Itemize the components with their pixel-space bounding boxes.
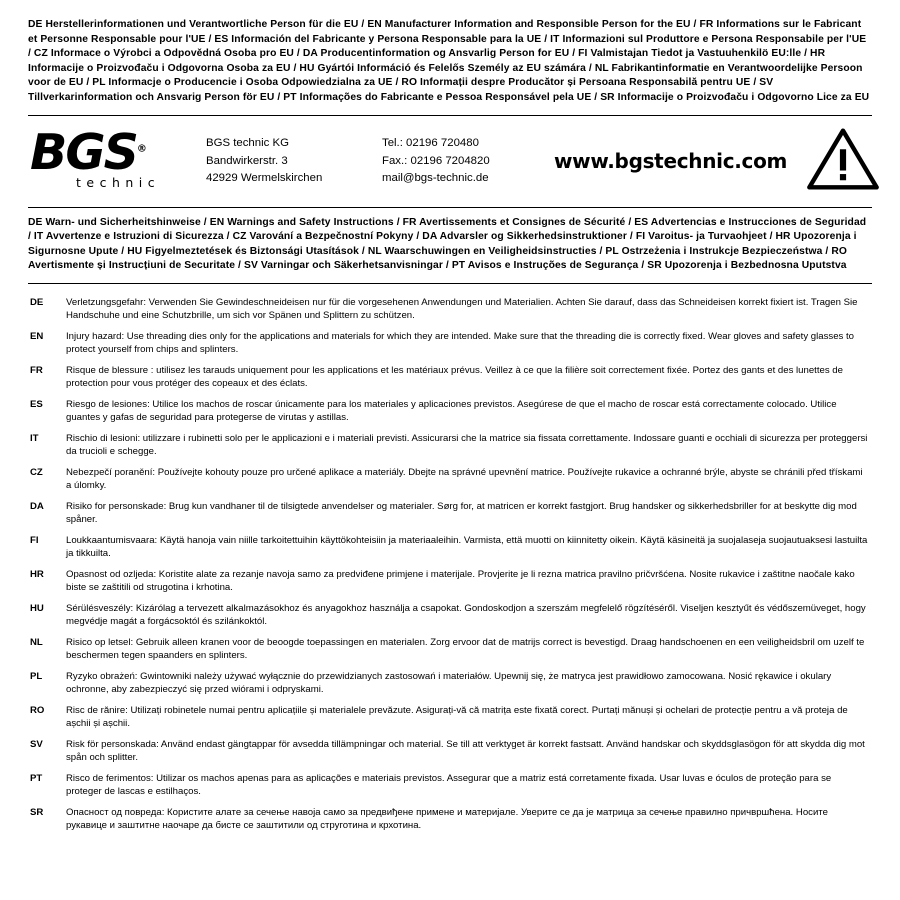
list-item bbox=[28, 296, 872, 322]
warning-cell bbox=[787, 128, 883, 195]
manufacturer-information-header: DE Herstellerinformationen und Verantwortliche Person für die EU / EN Manufacturer Information and Responsible Person for the EU / FR Informations sur le Fabricant et Personne Responsable pour l'UE / ES Información del Fabricante y Persona Responsable para la UE / IT Informazioni sul Produttore e Persona Responsabile per l'UE / CZ Informace o Výrobci a Odpovědná Osoba pro EU / DA Producentinformation og Ansvarlig Person for EU / FI Valmistajan Tiedot ja Vastuuhenkilö EU:lle / HR Informacije o Proizvođaču i Odgovorna Osoba za EU / HU Gyártói Információ és Felelős Személy az EU számára / NL Fabrikantinformatie en Verantwoordelijke Persoon voor de EU / PL Informacje o Producencie i Osoba Odpowiedzialna za UE / RO Informații despre Producător și Persoana Responsabilă pentru UE / SV Tillverkarinformation och Ansvarig Person för EU / PT Informações do Fabricante e Pessoa Responsável pela UE / SR Informacije o Proizvođaču i Odgovorno Lice za EU bbox=[28, 19, 870, 104]
language-code: CZ bbox=[30, 466, 43, 478]
list-item bbox=[28, 602, 872, 628]
language-instruction-text: Risc de rănire: Utilizați robinetele numai pentru aplicațiile și materialele prevăzute. Asigurați-vă că matrița este fixată corect. Purtați mănuși și ochelari de protecție pentru a vă proteja de așchii și așchii. bbox=[66, 704, 848, 729]
list-item bbox=[28, 432, 872, 458]
language-code: IT bbox=[30, 432, 39, 444]
language-instruction-text: Nebezpečí poranění: Používejte kohouty pouze pro určené aplikace a materiály. Dbejte na správné upevnění matrice. Používejte rukavice a ochranné brýle, abyste se chránili před třískami a úlomky. bbox=[66, 466, 863, 492]
language-code: EN bbox=[30, 331, 44, 343]
language-code: FI bbox=[30, 534, 39, 546]
language-instruction-text: Riesgo de lesiones: Utilice los machos de roscar únicamente para los materiales y aplicaciones previstos. Asegúrese de que el macho de roscar está correctamente colocado. Utilice guantes y gafas de seguridad para protegerse de virutas y astillas. bbox=[66, 399, 837, 424]
language-instruction-text: Injury hazard: Use threading dies only for the applications and materials for which they are intended. Make sure that the threading die is correctly fixed. Wear gloves and safety glasses to protect yourself from chips and splinters. bbox=[66, 331, 854, 356]
language-code: PT bbox=[30, 772, 43, 784]
list-item bbox=[28, 738, 872, 764]
company-website[interactable]: www.bgstechnic.com bbox=[554, 149, 788, 174]
language-instruction-text: Опасност од повреда: Користите алате за сечење навоја само за предвиђене примене и материјале. Уверите се да је матрица за сечење правилно причвршћена. Носите рукавице и заштитне наочаре да бисте се заштитили од струготина и крхотина. bbox=[66, 806, 828, 831]
company-city: 42929 Wermelskirchen bbox=[206, 171, 323, 184]
language-instruction-text: Risque de blessure : utilisez les tarauds uniquement pour les applications et les matériaux prévus. Veillez à ce que la filière soit correctement fixée. Portez des gants et des lunettes de protection pour vous protéger des copeaux et des éclats. bbox=[66, 365, 843, 390]
language-instruction-text: Verletzungsgefahr: Verwenden Sie Gewindeschneideisen nur für die vorgesehenen Anwendungen und Materialien. Achten Sie darauf, dass das Schneideisen korrekt fixiert ist. Tragen Sie Handschuhe und eine Schutzbrille, um sich vor Spänen und Splittern zu schützen. bbox=[66, 297, 858, 322]
language-instruction-text: Risco de ferimentos: Utilizar os machos apenas para as aplicações e materiais previstos. Assegurar que a matriz está corretamente fixada. Usar luvas e óculos de proteção para se proteger de lascas e estilhaços. bbox=[66, 772, 832, 797]
list-item bbox=[28, 466, 872, 492]
list-item bbox=[28, 636, 872, 662]
language-instruction-list bbox=[28, 284, 872, 832]
company-telephone: Tel.: 02196 720480 bbox=[382, 137, 479, 150]
language-code: RO bbox=[30, 704, 45, 716]
bgs-logo bbox=[30, 123, 161, 191]
language-code: NL bbox=[30, 636, 43, 648]
language-code: ES bbox=[30, 399, 43, 410]
language-code: DE bbox=[30, 297, 44, 309]
language-instruction-text: Risiko for personskade: Brug kun vandhaner til de tilsigtede anvendelser og materialer. Sørg for, at matricen er korrekt fastgjort. Brug handsker og sikkerhedsbriller for at beskytte dig mod spåner. bbox=[66, 500, 857, 526]
list-item bbox=[28, 534, 872, 560]
logo-subtitle: technic bbox=[76, 175, 161, 191]
language-code: FR bbox=[30, 365, 43, 377]
list-item bbox=[28, 398, 872, 424]
company-name: BGS technic KG bbox=[206, 137, 289, 150]
company-information-band bbox=[28, 116, 872, 207]
list-item bbox=[28, 670, 872, 696]
language-instruction-text: Risk för personskada: Använd endast gängtappar för avsedda tillämpningar och material. Se till att verktyget är korrekt fastsatt. Använd handskar och skyddsglasögon för att skydda dig mot spån och splitter. bbox=[66, 738, 865, 763]
language-instruction-text: Ryzyko obrażeń: Gwintowniki należy używać wyłącznie do przewidzianych zastosowań i materiałów. Upewnij się, że matryca jest prawidłowo zamocowana. Nosić rękawice i okulary ochronne, aby zabezpieczyć się przed wiórami i odpryskami. bbox=[66, 670, 832, 695]
list-item bbox=[28, 364, 872, 390]
company-street: Bandwirkerstr. 3 bbox=[206, 154, 288, 167]
warning-triangle-icon bbox=[807, 128, 879, 190]
company-fax: Fax.: 02196 7204820 bbox=[382, 154, 490, 167]
language-code: SV bbox=[30, 738, 43, 750]
language-instruction-text: Loukkaantumisvaara: Käytä hanoja vain niille tarkoitettuihin käyttökohteisiin ja materiaaleihin. Varmista, että muotti on kiinnitetty oikein. Käytä käsineitä ja suojalaseja suojautuaksesi lastuilta ja tikkuilta. bbox=[66, 534, 868, 560]
logo-text: BGS bbox=[30, 123, 137, 181]
language-code: PL bbox=[30, 670, 43, 682]
language-instruction-text: Sérülésveszély: Kizárólag a tervezett alkalmazásokhoz és anyagokhoz használja a csapokat. Gondoskodjon a szerszám megfelelő rögzítéséről. Viseljen kesztyűt és védőszemüveget, hogy megvédje magát a forgácsoktól és szilánkoktól. bbox=[66, 602, 866, 628]
language-instruction-text: Opasnost od ozljeda: Koristite alate za rezanje navoja samo za predviđene primjene i materijale. Provjerite je li rezna matrica pravilno pričvršćena. Nosite rukavice i zaštitne naočale kako biste se zaštitili od strugotina i krhotina. bbox=[66, 568, 855, 594]
list-item bbox=[28, 704, 872, 730]
language-code: SR bbox=[30, 806, 44, 818]
language-instruction-text: Rischio di lesioni: utilizzare i rubinetti solo per le applicazioni e i materiali previsti. Assicurarsi che la matrice sia fissata correttamente. Indossare guanti e occhiali di sicurezza per proteggersi da trucioli e schegge. bbox=[66, 432, 868, 458]
registered-trademark-icon: ® bbox=[136, 143, 147, 155]
list-item bbox=[28, 772, 872, 798]
language-code: HR bbox=[30, 568, 44, 580]
company-address bbox=[206, 135, 382, 186]
list-item bbox=[28, 806, 872, 832]
safety-instructions-title: DE Warn- und Sicherheitshinweise / EN Warnings and Safety Instructions / FR Avertissements et Consignes de Sécurité / ES Advertencias e Instrucciones de Seguridad / IT Avvertenze e Istruzioni di Sicurezza / CZ Varování a Bezpečnostní Pokyny / DA Advarsler og Sikkerhedsinstruktioner / FI Varoitus- ja Turvaohjeet / HR Upozorenja i Sigurnosne Upute / HU Figyelmeztetések és Biztonsági Utasítások / NL Waarschuwingen en Veiligheidsinstructies / PL Ostrzeżenia i Instrukcje Bezpieczeństwa / RO Avertismente și Instrucțiuni de Securitate / SV Varningar och Säkerhetsanvisningar / PT Avisos e Instruções de Segurança / SR Upozorenja i Bezbednosna Uputstva bbox=[28, 216, 867, 272]
company-email[interactable]: mail@bgs-technic.de bbox=[382, 171, 489, 184]
company-contact bbox=[382, 135, 554, 186]
list-item bbox=[28, 568, 872, 594]
language-code: DA bbox=[30, 500, 44, 512]
logo-cell bbox=[28, 123, 206, 193]
list-item bbox=[28, 330, 872, 356]
language-instruction-text: Risico op letsel: Gebruik alleen kranen voor de beoogde toepassingen en materialen. Zorg ervoor dat de matrijs correct is bevestigd. Draag handschoenen en een veiligheidsbril om uzelf te beschermen tegen spaanders en splinters. bbox=[66, 636, 865, 662]
language-code: HU bbox=[30, 602, 44, 614]
list-item bbox=[28, 500, 872, 526]
logo-wordmark bbox=[30, 123, 160, 181]
